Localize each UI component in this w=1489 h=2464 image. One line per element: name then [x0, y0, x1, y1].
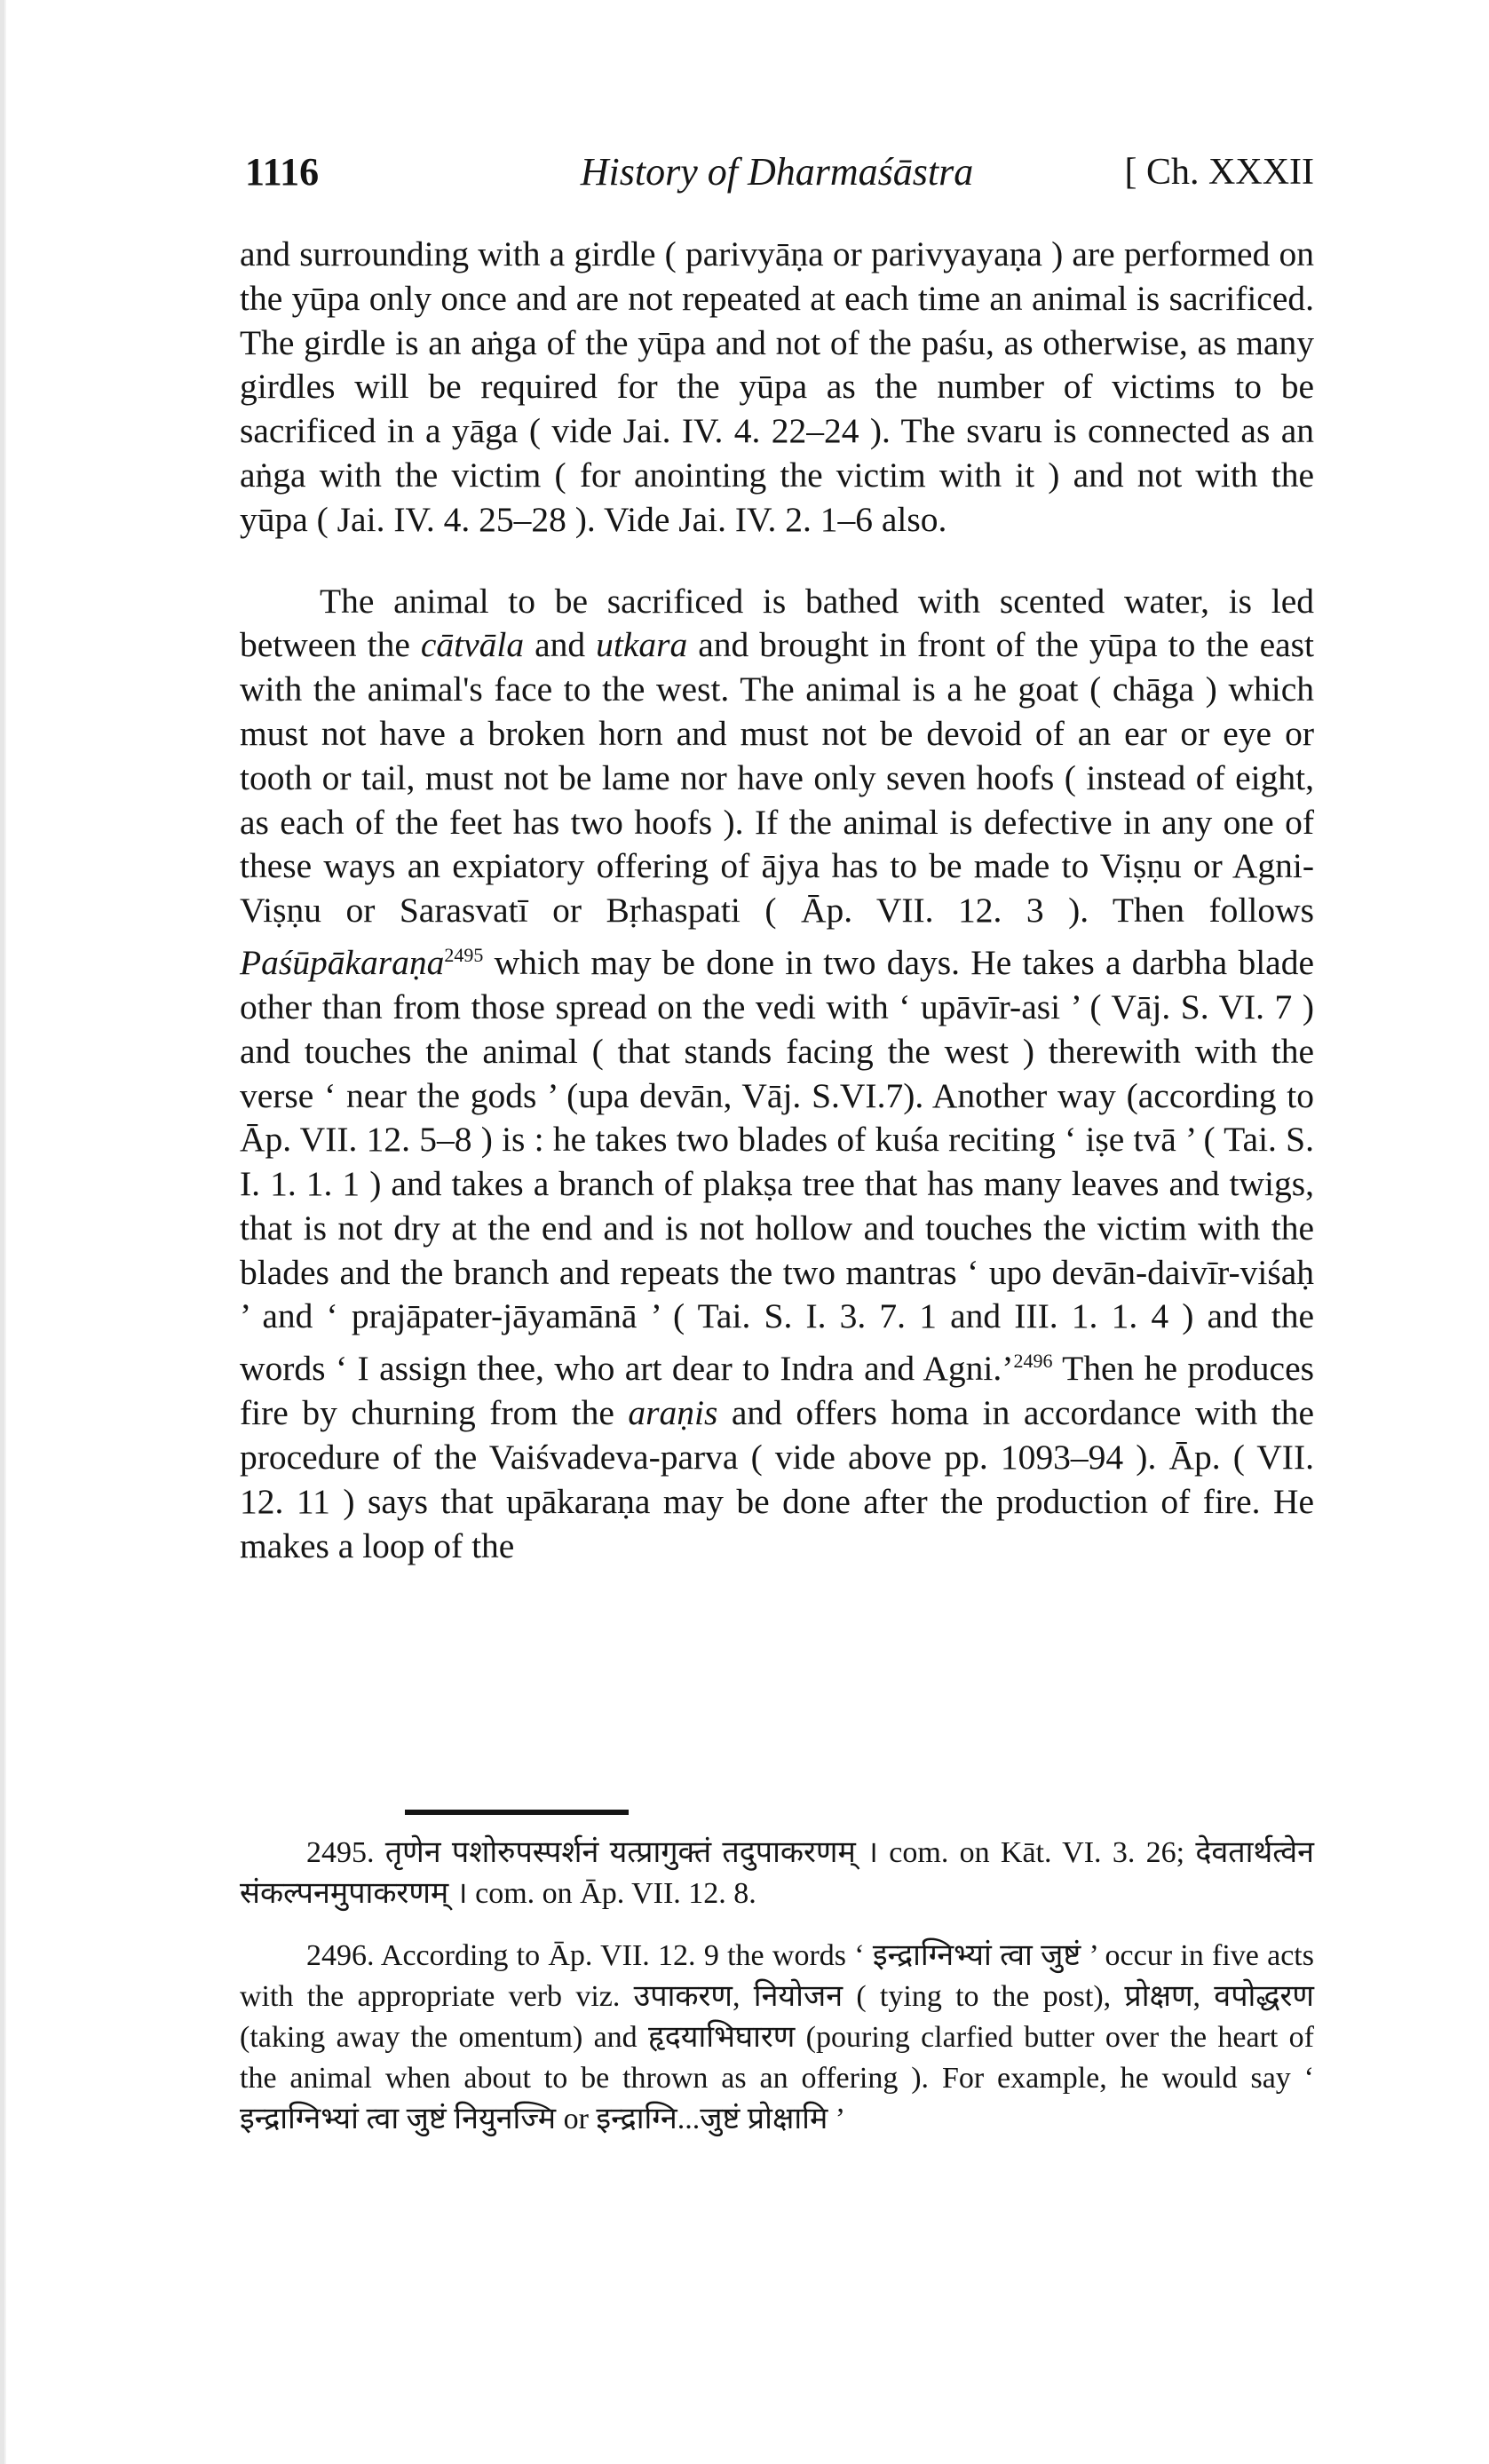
paragraph-2-text: which may be done in two days. He takes a darbha blade other than from those spread on the vedi with ‘ upāvīr-asi ’ ( Vāj. S. VI. 7 ) and touches the animal ( that stands facing the west ) therewith with the verse ‘ near the gods ’ (upa devān, Vāj. S.VI.7). Another way (according to Āp. VII. 12. 5–8 ) is : he takes two blades of kuśa reciting ‘ iṣe tvā ’ ( Tai. S. I. 1. 1. 1 ) and takes a branch of plakṣa tree that has many leaves and twigs, that is not dry at the end and is not hollow and touches the victim with the blades and the branch and repeats the two mantras ‘ upo devān-daivīr-viśaḥ ’ and ‘ prajāpater-jāyamānā ’ ( Tai. S. I. 3. 7. 1 and III. 1. 1. 4 ) and the words ‘ I assign thee, who art dear to Indra and Agni.’	[240, 943, 1314, 1389]
footnote-2496: 2496. According to Āp. VII. 12. 9 the words ‘ इन्द्राग्निभ्यां त्वा जुष्टं ’ occur in five acts with the appropriate verb viz. उपाकरण, नियोजन ( tying to the post), प्रोक्षण, वपोद्धरण (taking away the omentum) and हृदयाभिघारण (pouring clarfied butter over the heart of the animal when about to be thrown as an offering ). For example, he would say ‘ इन्द्राग्निभ्यां त्वा जुष्टं नियुनज्मि or इन्द्राग्नि...जुष्टं प्रोक्षामि ’	[240, 1939, 1314, 2135]
footnote-rule	[405, 1810, 629, 1815]
term-pasupakarana: Paśūpākaraṇa	[240, 943, 445, 983]
term-aranis: araṇis	[628, 1393, 718, 1433]
footnotes	[240, 1833, 1314, 2140]
footnote-ref-2496: 2496	[1013, 1350, 1053, 1373]
footnote-ref-2495: 2495	[444, 943, 484, 966]
footnote-2495: 2495. तृणेन पशोरुपस्पर्शनं यत्प्रागुक्तं तदुपाकरणम् । com. on Kāt. VI. 3. 26; देवतार्थत्वेन संकल्पनमुपाकरणम् । com. on Āp. VII. 12. 8.	[240, 1836, 1314, 1910]
page-header	[240, 149, 1314, 211]
page-number: 1116	[245, 150, 320, 194]
term-catvala: cātvāla	[420, 625, 525, 665]
paragraph-2-text: and offers homa in accordance with the procedure of the Vaiśvadeva-parva ( vide above pp. 1093–94 ). Āp. ( VII. 12. 11 ) says that upākaraṇa may be done after the production of fire. He makes a loop of the	[240, 1393, 1314, 1565]
paragraph-2-text: The animal to be sacrificed is bathed with scented water, is led between the	[240, 581, 1314, 665]
paragraph-2-text: and	[524, 625, 597, 665]
running-title: History of Dharmaśāstra	[580, 150, 974, 194]
paragraph-2-text: and brought in front of the yūpa to the east with the animal's face to the west. The animal is a he goat ( chāga ) which must not have a broken horn and must not be devoid of an ear or eye or tooth or tail, must not be lame nor have only seven hoofs ( instead of eight, as each of the feet has two hoofs ). If the animal is defective in any one of these ways an expiatory offering of ājya has to be made to Viṣṇu or Agni-Viṣṇu or Sarasvatī or Bṛhaspati ( Āp. VII. 12. 3 ). Then follows	[240, 625, 1314, 931]
paragraph-2-text: Then he produces fire by churning from the	[240, 1349, 1314, 1433]
chapter-label: [ Ch. XXXII	[1124, 152, 1314, 193]
paragraph-2	[240, 580, 1314, 1569]
scan-border-inner	[4, 0, 6, 2464]
main-text	[240, 233, 1314, 1568]
term-utkara: utkara	[596, 625, 688, 665]
paragraph-1: and surrounding with a girdle ( parivyāṇa or parivyayaṇa ) are performed on the yūpa only once and are not repeated at each time an animal is sacrificed. The girdle is an aṅga of the yūpa and not of the paśu, as otherwise, as many girdles will be required for the yūpa as the number of victims to be sacrificed in a yāga ( vide Jai. IV. 4. 22–24 ). The svaru is connected as an aṅga with the victim ( for anointing the victim with it ) and not with the yūpa ( Jai. IV. 4. 25–28 ). Vide Jai. IV. 2. 1–6 also.	[240, 234, 1314, 539]
